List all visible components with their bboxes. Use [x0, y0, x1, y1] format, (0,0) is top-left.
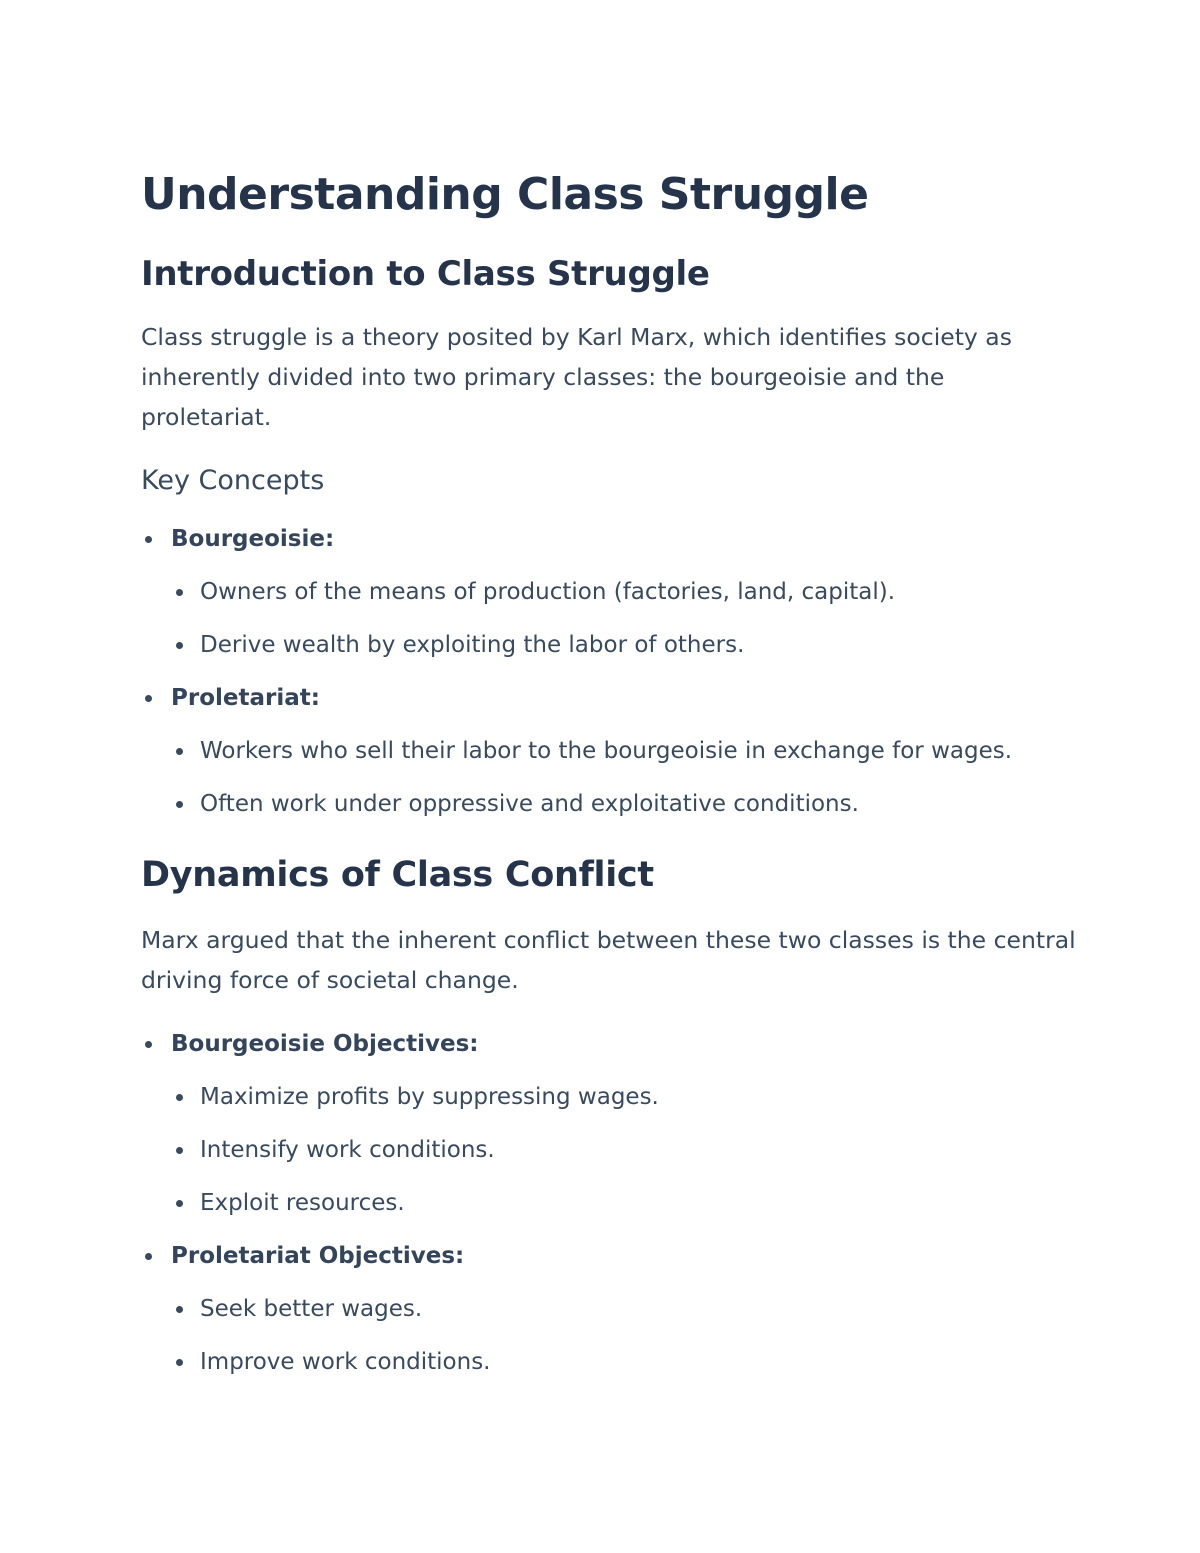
list-item-label: Bourgeoisie:: [171, 526, 335, 552]
document-page: [141, 166, 1081, 1382]
intro-paragraph: Class struggle is a theory posited by Karl Marx, which identifies society as inherently divided into two primary classes: the bourgeoisie and the proletariat.: [141, 323, 1012, 431]
sublist-bourgeoisie-objectives: [171, 1077, 1081, 1223]
objectives-list: [141, 1024, 1081, 1382]
section-dynamics: [141, 852, 1081, 1382]
subheading-key-concepts: Key Concepts: [141, 465, 325, 496]
sub-list-item: Often work under oppressive and exploitative conditions.: [171, 784, 1081, 824]
section-heading-introduction: Introduction to Class Struggle: [141, 254, 710, 294]
sub-list-item: Workers who sell their labor to the bourgeoisie in exchange for wages.: [171, 731, 1081, 771]
list-item-label: Proletariat Objectives:: [171, 1243, 465, 1269]
sub-list-item: Exploit resources.: [171, 1183, 1081, 1223]
list-item-proletariat-objectives: [141, 1236, 1081, 1382]
sublist-bourgeoisie: [171, 572, 1081, 665]
sub-list-item: Improve work conditions.: [171, 1342, 1081, 1382]
document-title: Understanding Class Struggle: [141, 169, 869, 220]
sub-list-item: Maximize profits by suppressing wages.: [171, 1077, 1081, 1117]
sublist-proletariat-objectives: [171, 1289, 1081, 1382]
key-concepts-list: [141, 519, 1081, 824]
section-introduction: [141, 251, 1081, 824]
sub-list-item: Owners of the means of production (factories, land, capital).: [171, 572, 1081, 612]
list-item-label: Bourgeoisie Objectives:: [171, 1031, 479, 1057]
list-item-bourgeoisie-objectives: [141, 1024, 1081, 1223]
section-heading-dynamics: Dynamics of Class Conflict: [141, 855, 654, 895]
sub-list-item: Seek better wages.: [171, 1289, 1081, 1329]
sub-list-item: Derive wealth by exploiting the labor of others.: [171, 625, 1081, 665]
list-item-bourgeoisie: [141, 519, 1081, 665]
dynamics-paragraph: Marx argued that the inherent conflict between these two classes is the central driving force of societal change.: [141, 926, 1076, 994]
sub-list-item: Intensify work conditions.: [171, 1130, 1081, 1170]
sublist-proletariat: [171, 731, 1081, 824]
list-item-label: Proletariat:: [171, 685, 320, 711]
list-item-proletariat: [141, 678, 1081, 824]
